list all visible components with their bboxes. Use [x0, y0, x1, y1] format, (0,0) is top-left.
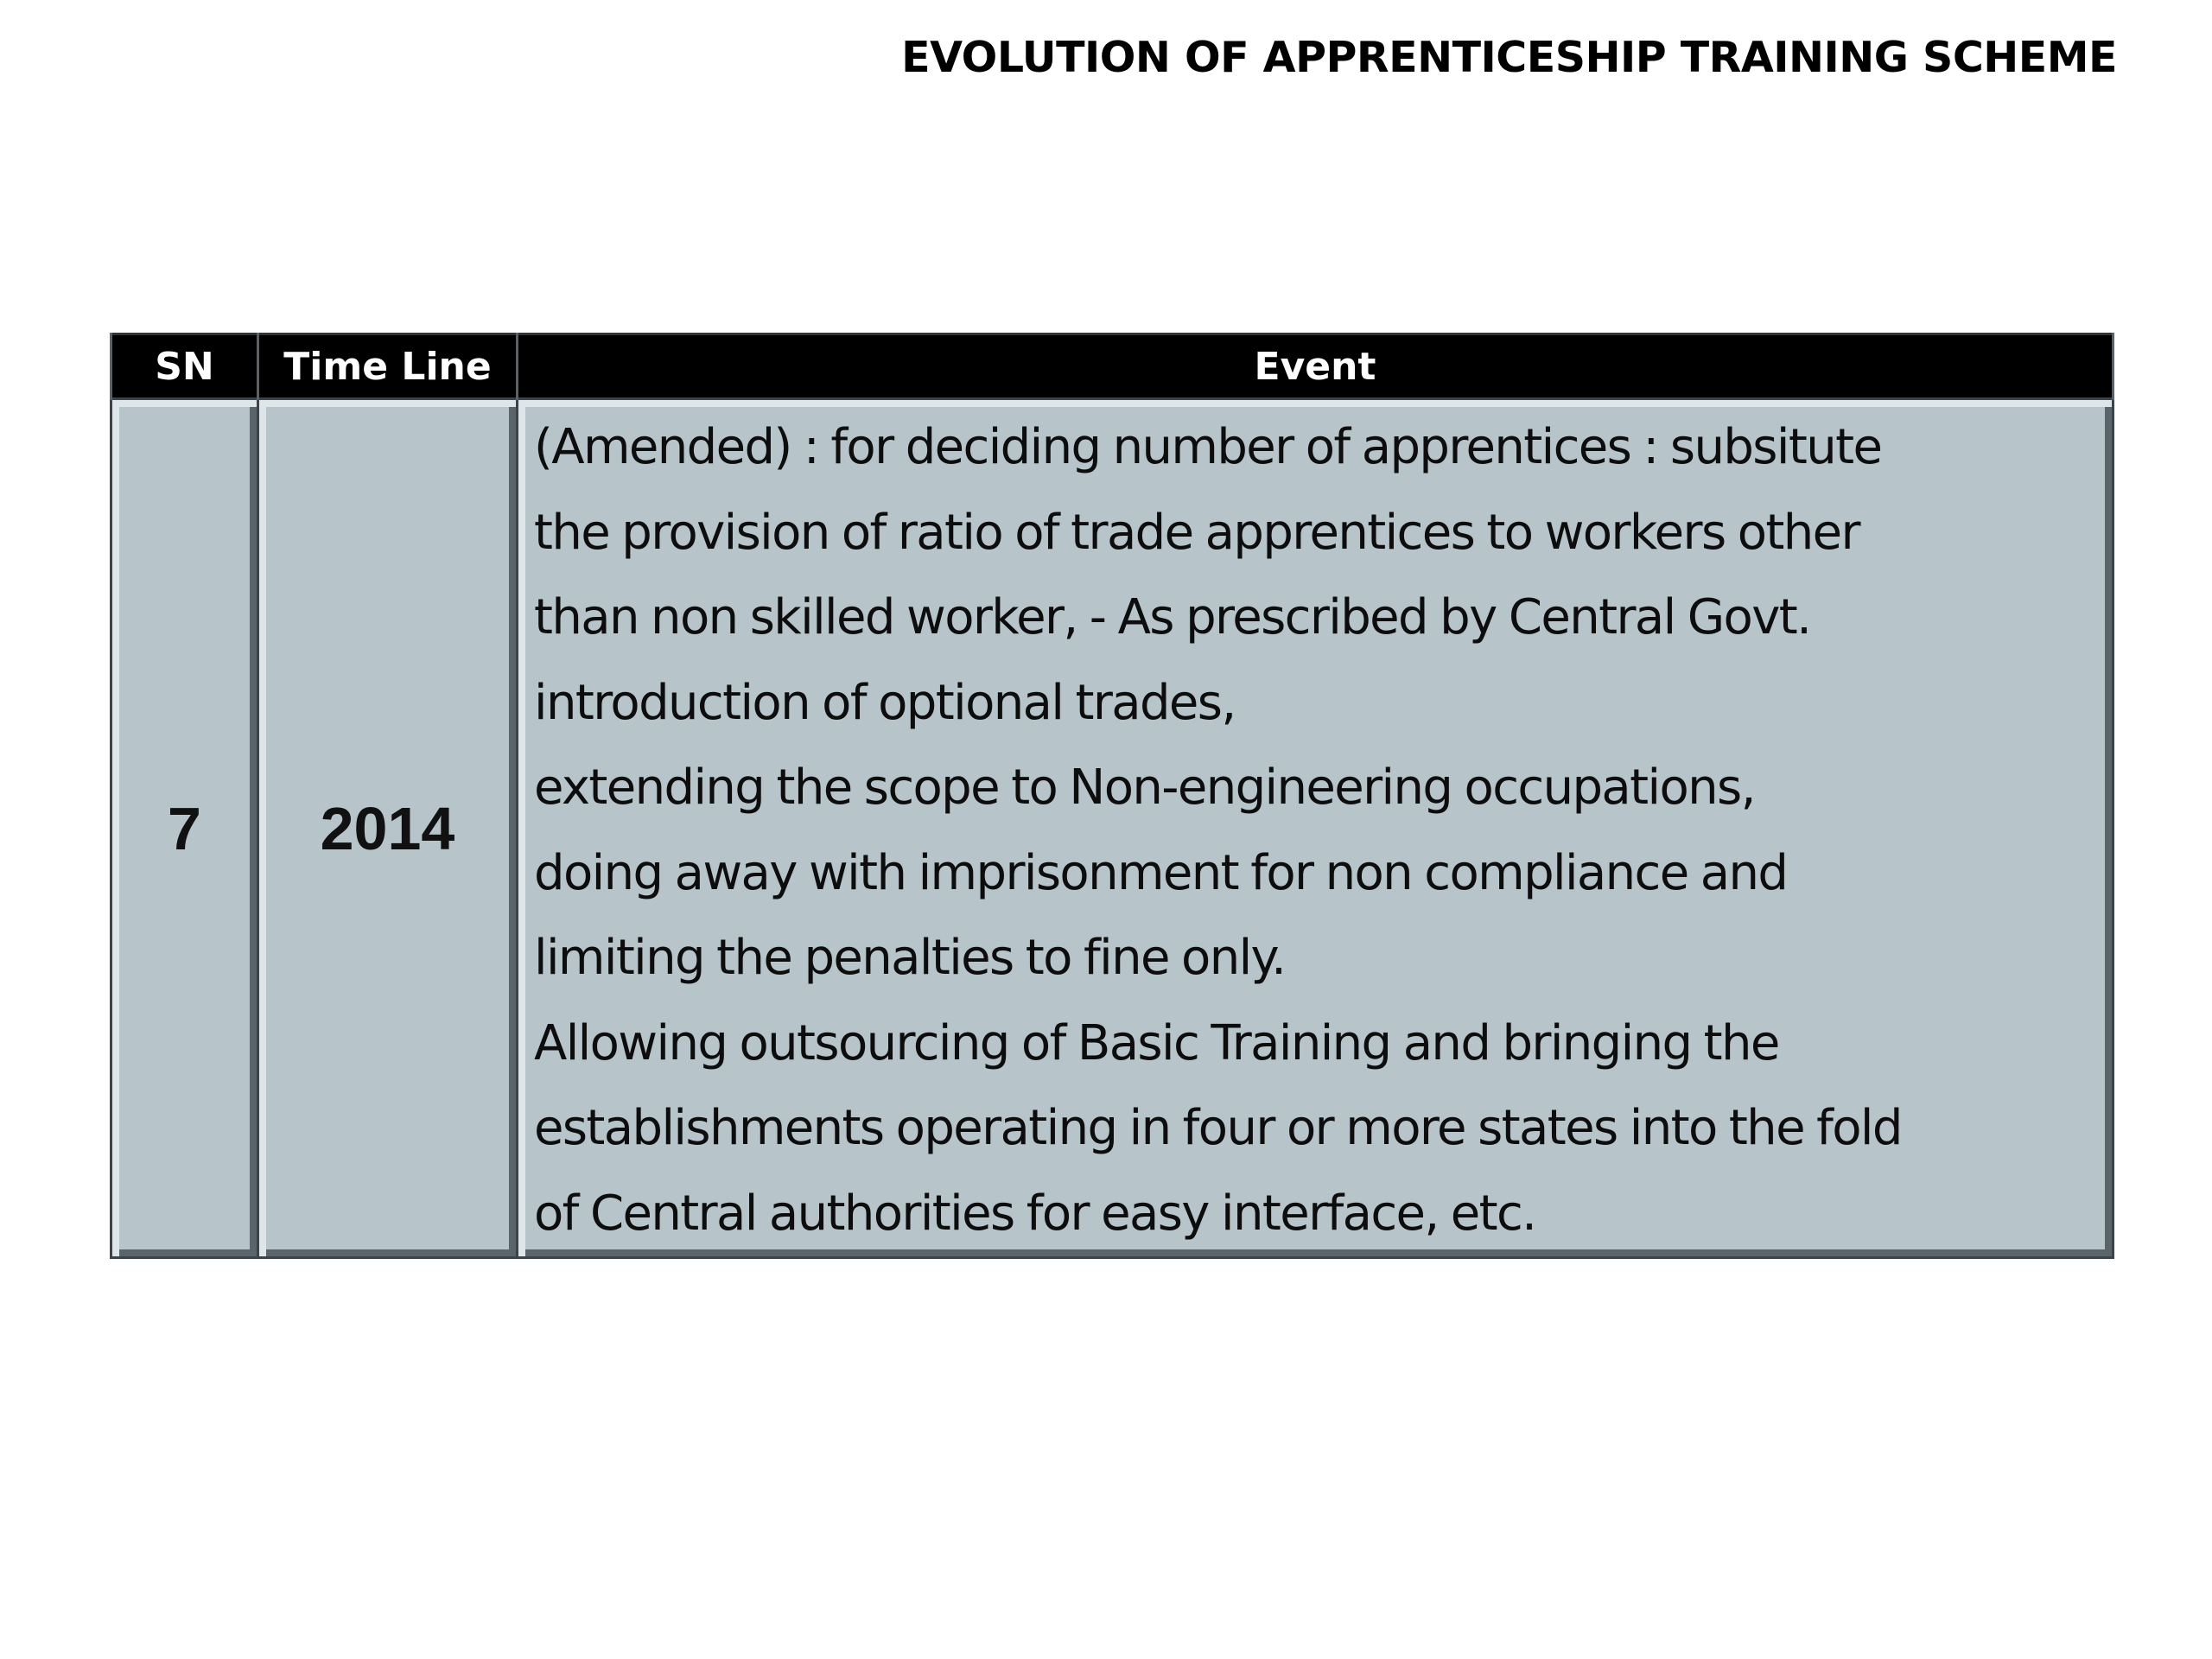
event-line: of Central authorities for easy interface, etc.	[534, 1185, 1536, 1242]
event-line: limiting the penalties to fine only.	[534, 930, 1286, 986]
event-line: doing away with imprisonment for non compliance and	[534, 844, 1788, 901]
slide-title: EVOLUTION OF APPRENTICESHIP TRAINING SCHEME	[901, 33, 2117, 82]
event-line: the provision of ratio of trade apprentices to workers other	[534, 504, 1859, 561]
event-line: (Amended) : for deciding number of apprentices : subsitute	[534, 419, 1882, 475]
event-line: than non skilled worker, - As prescribed by Central Govt.	[534, 589, 1811, 645]
timeline-cell: 2014	[258, 399, 518, 1258]
timeline-table	[110, 333, 2114, 1259]
event-line: establishments operating in four or more states into the fold	[534, 1100, 1902, 1156]
event-line: introduction of optional trades,	[534, 674, 1236, 731]
header-time-line: Time Line	[258, 334, 518, 399]
table-row	[111, 399, 2113, 1258]
event-line: extending the scope to Non-engineering occupations,	[534, 760, 1755, 816]
event-text	[518, 400, 2112, 1256]
table-header-row	[111, 334, 2113, 399]
sn-cell: 7	[111, 399, 258, 1258]
event-line: Allowing outsourcing of Basic Training and bringing the	[534, 1014, 1779, 1071]
header-sn: SN	[111, 334, 258, 399]
header-event: Event	[518, 334, 2113, 399]
event-cell	[518, 399, 2113, 1258]
